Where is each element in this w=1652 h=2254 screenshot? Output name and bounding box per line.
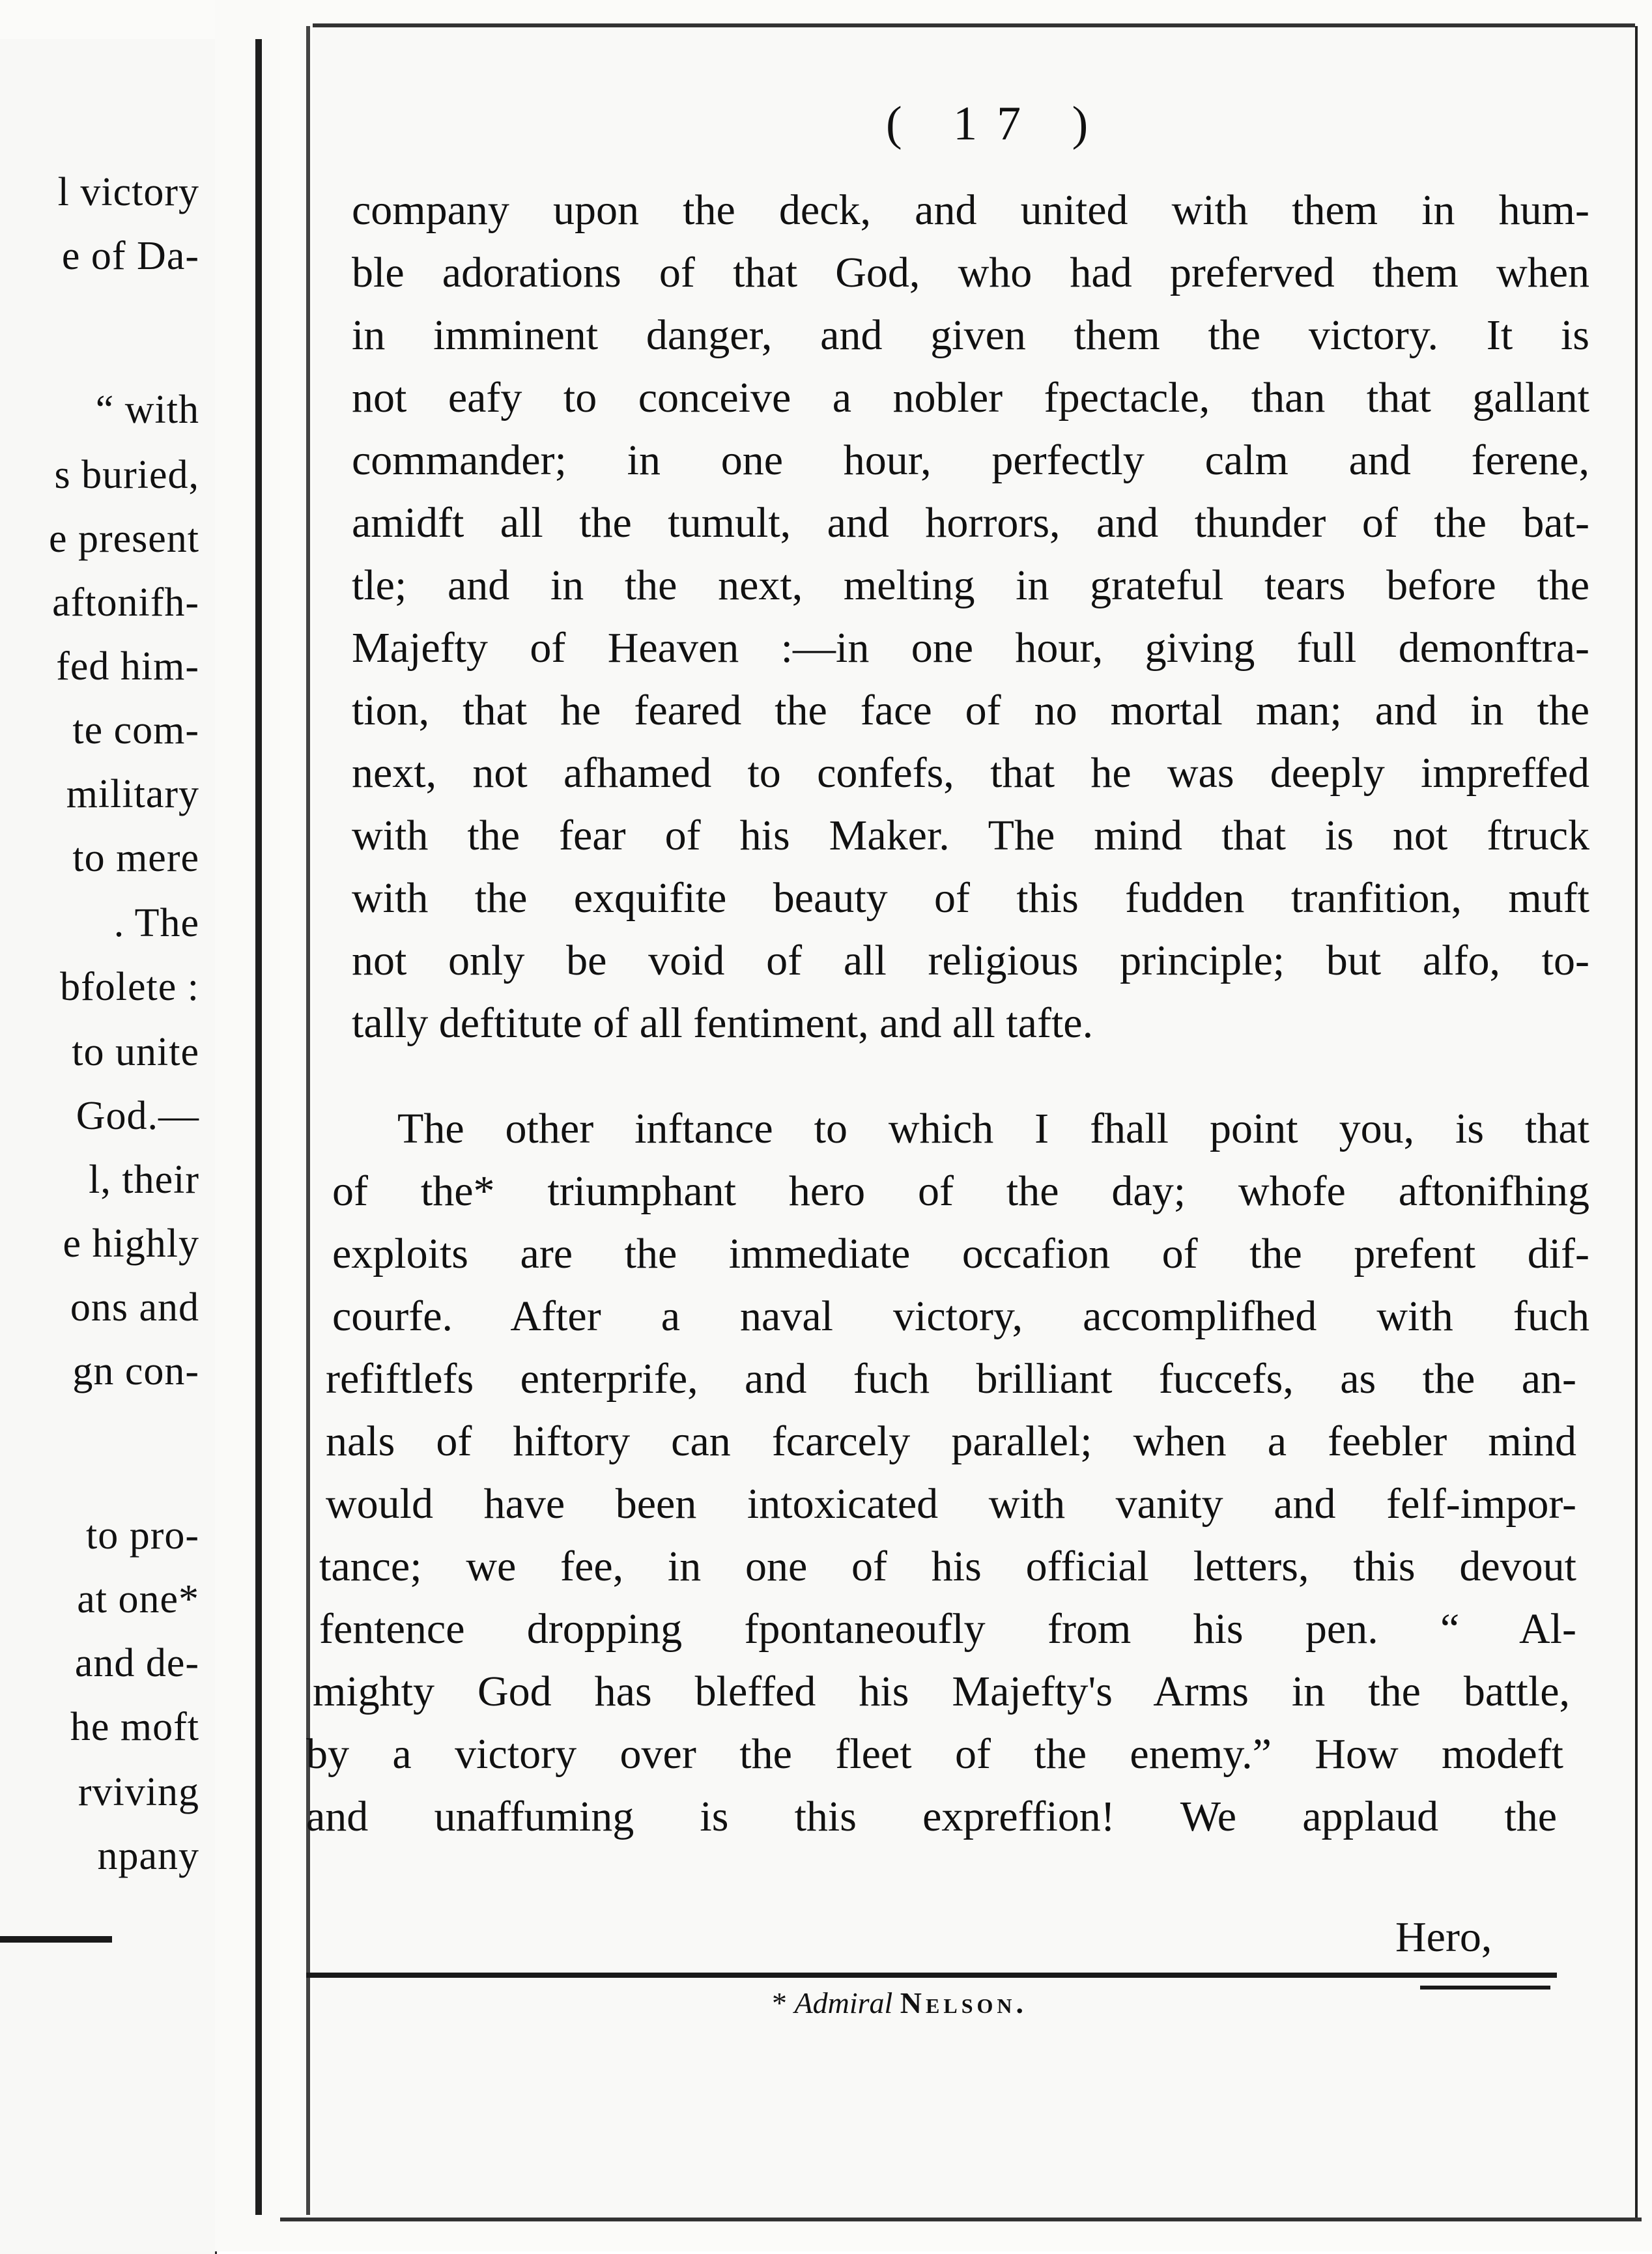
- page-top-edge: [313, 23, 1635, 27]
- facing-line: “ with: [95, 388, 199, 432]
- facing-line: gn con-: [72, 1349, 199, 1393]
- facing-line: e of Da-: [61, 234, 199, 278]
- catchword: Hero,: [1395, 1913, 1492, 1961]
- facing-line: l victory: [57, 170, 199, 214]
- footnote-rule: [306, 1973, 1557, 1978]
- facing-line: God.—: [76, 1094, 199, 1138]
- footnote-rule-thick: [1420, 1986, 1550, 1990]
- page-edge-line: [306, 26, 310, 2215]
- text-line: courfe. After a naval victory, accomplifhed with fuch: [332, 1292, 1589, 1340]
- text-line: The other inftance to which I fhall point you, is that: [397, 1105, 1589, 1152]
- facing-line: he moft: [70, 1705, 199, 1749]
- text-line: tally deftitute of all fentiment, and all tafte.: [352, 999, 1094, 1047]
- text-line: exploits are the immediate occafion of the prefent dif-: [332, 1230, 1589, 1277]
- footnote-mark: *: [772, 1986, 787, 2019]
- facing-line: at one*: [77, 1577, 199, 1621]
- facing-line: to unite: [72, 1030, 199, 1074]
- facing-line: ons and: [70, 1285, 199, 1330]
- text-line: next, not afhamed to confefs, that he was deeply impreffed: [352, 749, 1589, 797]
- text-line: with the fear of his Maker. The mind that is not ftruck: [352, 812, 1589, 859]
- text-line: nals of hiftory can fcarcely parallel; when a feebler mind: [326, 1418, 1576, 1465]
- facing-line: e highly: [63, 1221, 199, 1266]
- text-line: would have been intoxicated with vanity and felf-impor-: [326, 1480, 1576, 1528]
- text-line: Majefty of Heaven :—in one hour, giving full demonftra-: [352, 624, 1589, 672]
- text-line: and unaffuming is this expreffion! We applaud the: [306, 1793, 1557, 1840]
- facing-line: and de-: [74, 1641, 199, 1685]
- footnote-title: Admiral: [794, 1986, 893, 2019]
- facing-line: l, their: [89, 1158, 199, 1202]
- text-line: of the* triumphant hero of the day; whofe aftonifhing: [332, 1167, 1589, 1215]
- text-line: tle; and in the next, melting in grateful tears before the: [352, 562, 1589, 609]
- book-gutter: [215, 0, 280, 2251]
- text-line: company upon the deck, and united with them in hum-: [352, 186, 1589, 234]
- facing-line: aftonifh-: [52, 580, 199, 625]
- page-bottom-edge: [280, 2218, 1642, 2221]
- text-line: ble adorations of that God, who had preferved them when: [352, 249, 1589, 296]
- facing-line: bfolete :: [60, 965, 199, 1009]
- facing-line: to mere: [72, 836, 199, 880]
- text-line: tion, that he feared the face of no mortal man; and in the: [352, 687, 1589, 734]
- footnote-name: Nelson.: [900, 1986, 1027, 2019]
- page-number: ( 17 ): [886, 97, 1108, 150]
- footnote: [772, 1986, 1027, 2020]
- text-line: fentence dropping fpontaneoufly from his pen. “ Al-: [319, 1605, 1576, 1653]
- text-line: commander; in one hour, perfectly calm and ferene,: [352, 436, 1589, 484]
- facing-page-rule: [0, 1936, 112, 1943]
- text-line: in imminent danger, and given them the victory. It is: [352, 311, 1589, 359]
- facing-line: rviving: [78, 1770, 199, 1814]
- facing-line: to pro-: [85, 1513, 199, 1558]
- text-line: with the exquifite beauty of this fudden tranfition, muft: [352, 874, 1589, 922]
- text-line: refiftlefs enterprife, and fuch brilliant fuccefs, as the an-: [326, 1355, 1576, 1403]
- facing-line: te com-: [72, 708, 199, 752]
- facing-line: military: [66, 772, 199, 816]
- text-line: not eafy to conceive a nobler fpectacle, than that gallant: [352, 374, 1589, 421]
- facing-page-fragment: [0, 39, 217, 2254]
- text-line: tance; we fee, in one of his official letters, this devout: [319, 1543, 1576, 1590]
- gutter-shadow-line: [255, 39, 262, 2215]
- facing-line: . The: [113, 901, 199, 945]
- text-line: by a victory over the fleet of the enemy.” How modeft: [306, 1730, 1563, 1778]
- facing-line: e present: [48, 517, 199, 561]
- text-line: amidft all the tumult, and horrors, and thunder of the bat-: [352, 499, 1589, 547]
- facing-line: npany: [97, 1834, 199, 1878]
- text-line: not only be void of all religious principle; but alfo, to-: [352, 937, 1589, 984]
- facing-line: s buried,: [54, 453, 199, 497]
- facing-line: fed him-: [56, 644, 199, 689]
- text-line: mighty God has bleffed his Majefty's Arms in the battle,: [313, 1668, 1570, 1715]
